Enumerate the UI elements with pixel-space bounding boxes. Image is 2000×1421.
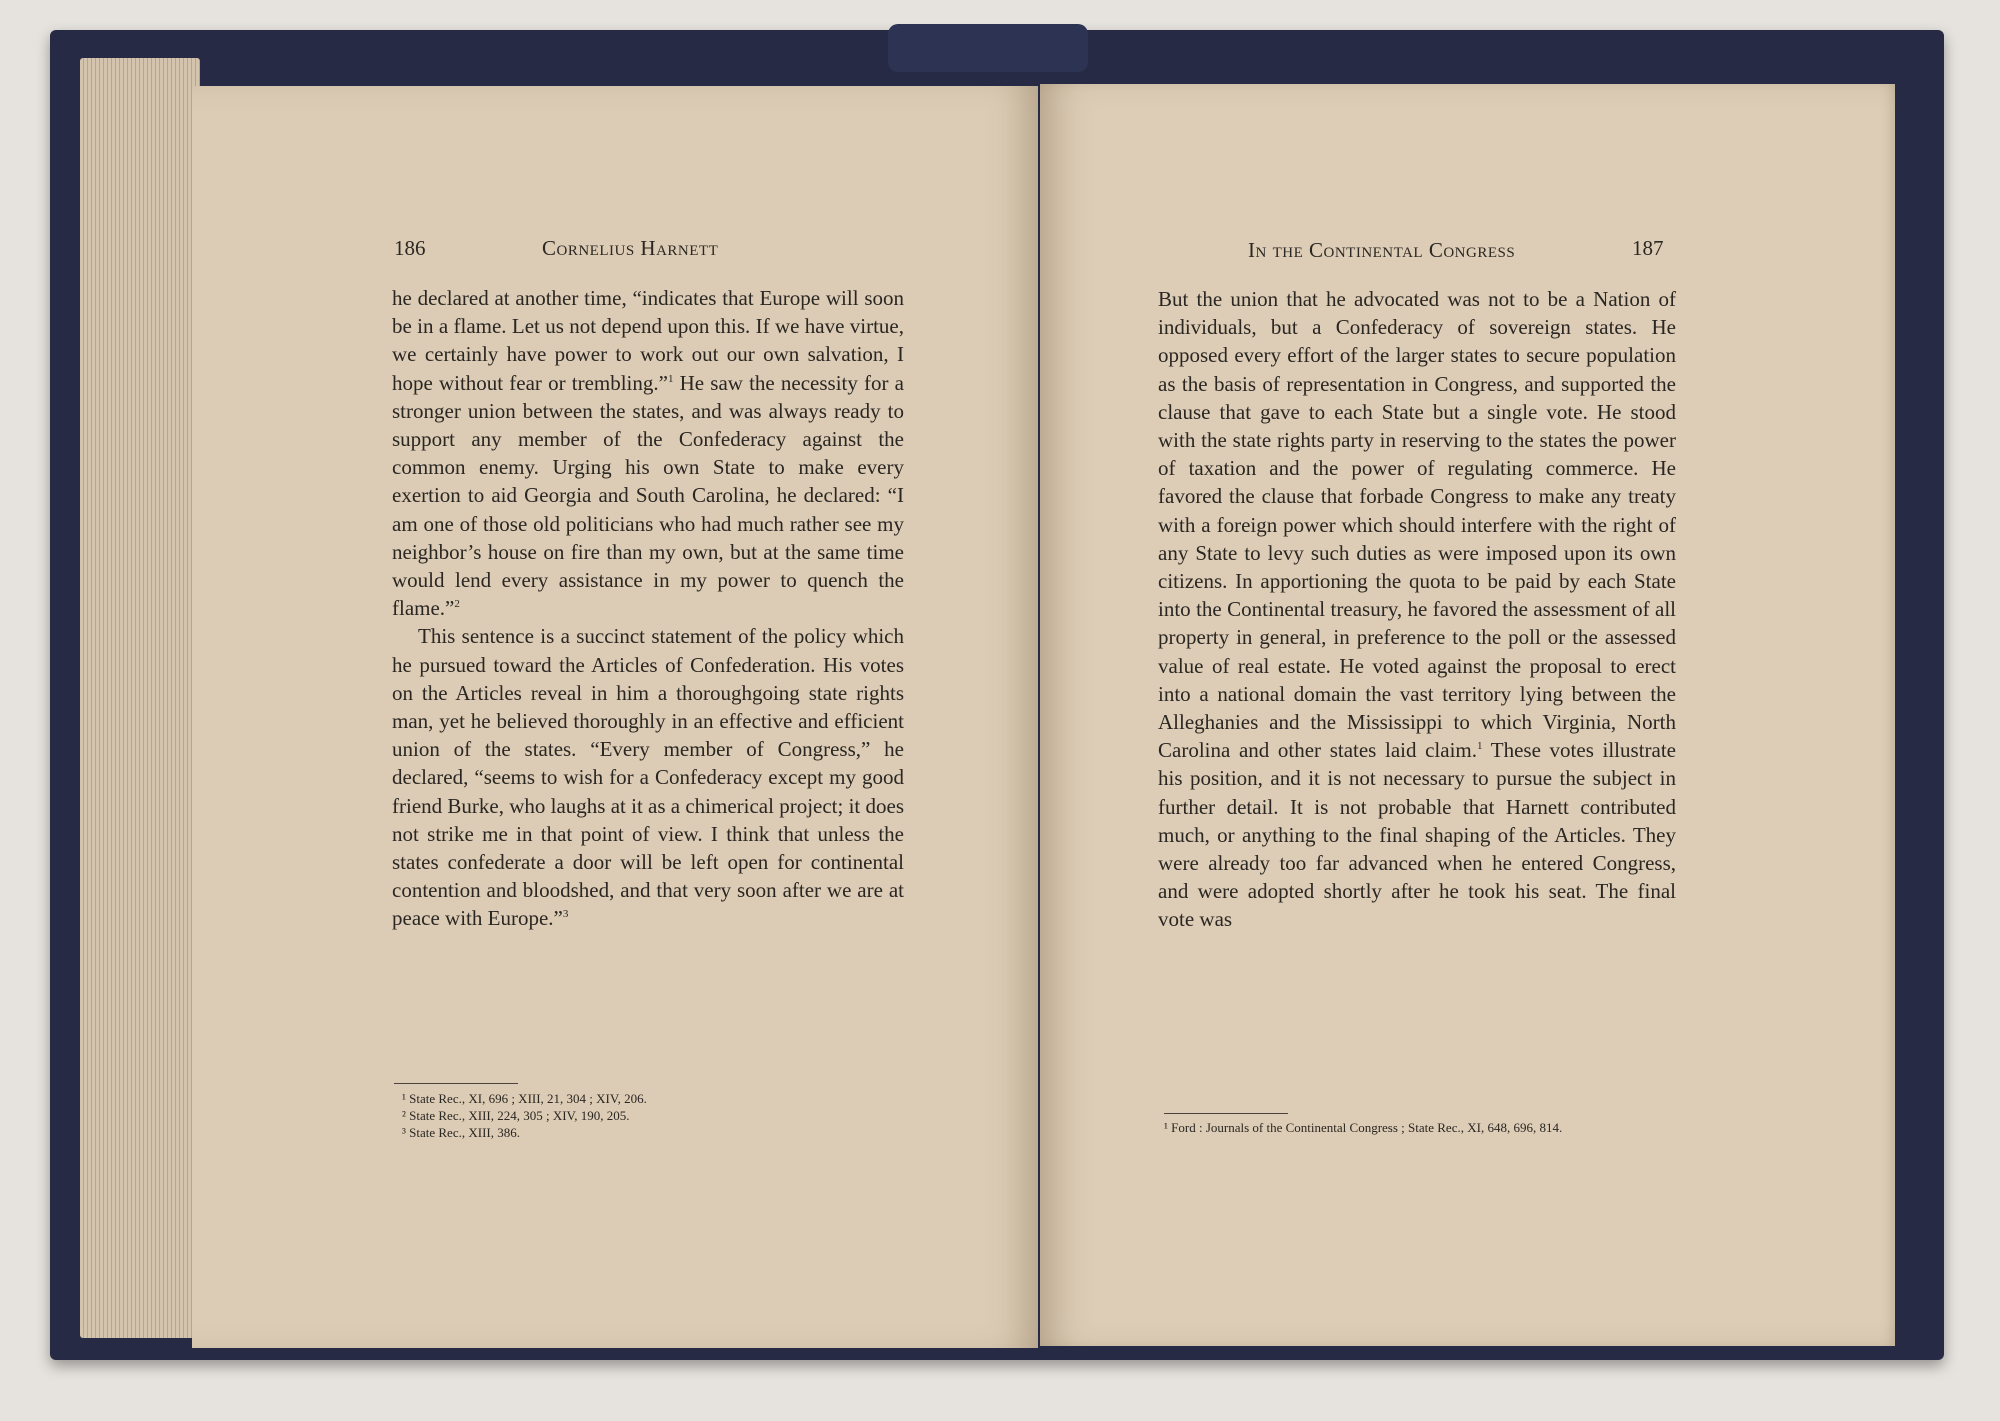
left-text-block	[392, 284, 904, 933]
right-page	[1040, 84, 1895, 1346]
footnote-ref-1: 1	[667, 372, 674, 385]
right-footnote-1: ¹ Ford : Journals of the Continental Congress ; State Rec., XI, 648, 696, 814.	[1164, 1120, 1563, 1135]
book-spine	[888, 24, 1088, 72]
right-paragraph-1-text-b: These votes illustrate his position, and it is not necessary to pursue the subject in further detail. It is not probable that Harnett contributed much, or anything to the final shaping of the Articles. They were already too far advanced when he entered Congress, and were adopted shortly after he took his seat. The final vote was	[1158, 738, 1676, 932]
right-running-head: In the Continental Congress	[1248, 238, 1516, 262]
left-footnote-1: ¹ State Rec., XI, 696 ; XIII, 21, 304 ; XIV, 206.	[402, 1091, 647, 1106]
left-page	[192, 86, 1038, 1348]
right-footnote-rule	[1164, 1113, 1288, 1114]
right-text-block	[1158, 285, 1676, 934]
right-footnote-ref-1: 1	[1477, 740, 1483, 753]
left-footnote-3: ³ State Rec., XIII, 386.	[402, 1125, 520, 1140]
left-footnote-rule	[394, 1083, 518, 1084]
right-paragraph-1-text: But the union that he advocated was not to be a Nation of individuals, but a Confederacy of sovereign states. He opposed every effort of the larger states to secure population as the basis of representation in Congress, and supported the clause that gave to each State but a single vote. He stood with the state rights party in reserving to the states the power of taxation and the power of regulating commerce. He favored the clause that forbade Congress to make any treaty with a foreign power which should interfere with the right of any State to levy such duties as were imposed upon its own citizens. In apportioning the quota to be paid by each State into the Continental treasury, he favored the assessment of all property in general, in preference to the poll or the assessed value of real estate. He voted against the proposal to erect into a national domain the vast territory lying between the Alleghanies and the Mississippi to which Virginia, North Carolina and other states laid claim.	[1158, 287, 1676, 763]
left-footnote-2: ² State Rec., XIII, 224, 305 ; XIV, 190, 205.	[402, 1108, 630, 1123]
footnote-ref-3: 3	[562, 908, 569, 921]
left-paragraph-1	[392, 284, 904, 622]
right-page-number: 187	[1632, 236, 1664, 260]
left-paragraph-2-text: This sentence is a succinct statement of the policy which he pursued toward the Articles of Confederation. His votes on the Articles reveal in him a thoroughgoing state rights man, yet he believed thoroughly in an effective and efficient union of the states. “Every member of Congress,” he declared, “seems to wish for a Confederacy except my good friend Burke, who laughs at it as a chimerical project; it does not strike me in that point of view. I think that unless the states confederate a door will be left open for continental contention and bloodshed, and that very soon after we are at peace with Europe.”	[392, 624, 905, 931]
left-footnotes	[402, 1090, 902, 1141]
left-paragraph-2	[392, 622, 904, 932]
left-paragraph-1-text-b: He saw the necessity for a stronger union between the states, and was always ready to support any member of the Confederacy against the common enemy. Urging his own State to make every exertion to aid Georgia and South Carolina, he declared: “I am one of those old politicians who had much rather see my neighbor’s house on fire than my own, but at the same time would lend every assistance in my power to quench the flame.”	[392, 370, 904, 621]
left-paragraph-1-text: he declared at another time, “indicates that Europe will soon be in a flame. Let us not depend upon this. If we have virtue, we certainly have power to work out our own salvation, I hope without fear or trembling.”	[392, 286, 904, 395]
left-page-number: 186	[394, 236, 426, 260]
page-edges	[80, 58, 200, 1338]
left-running-head: Cornelius Harnett	[542, 236, 719, 260]
right-footnotes	[1164, 1119, 1674, 1136]
right-paragraph-1	[1158, 285, 1676, 934]
footnote-ref-2: 2	[454, 598, 460, 611]
